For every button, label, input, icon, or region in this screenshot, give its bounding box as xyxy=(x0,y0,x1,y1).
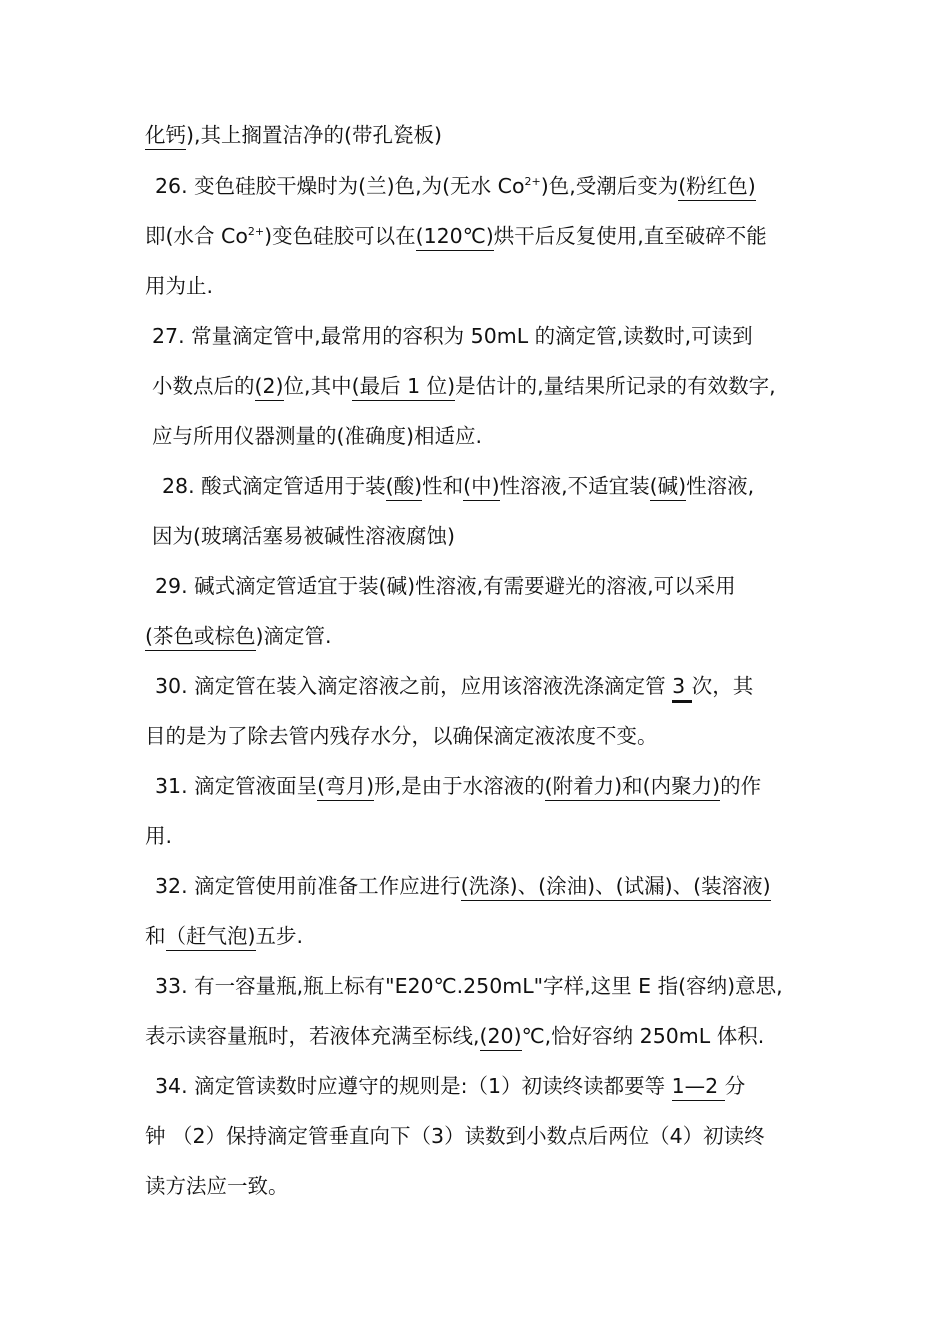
q25-text: ),其上搁置洁净的(带孔瓷板) xyxy=(186,123,443,147)
q34-text-b: 分 xyxy=(724,1074,746,1098)
q27-text-b: 位,其中 xyxy=(283,374,352,398)
q31-line-2: 用. xyxy=(145,824,173,848)
q26-text-e: 烘干后反复使用,直至破碎不能 xyxy=(493,224,767,248)
q33-text-b: ℃,恰好容纳 250mL 体积. xyxy=(521,1024,765,1048)
q28-line-1 xyxy=(162,471,754,501)
q26-sup: 2+ xyxy=(524,175,541,189)
q28-text-c: 性溶液,不适宜装 xyxy=(499,474,650,498)
q27-answer-digits: (2) xyxy=(255,374,284,401)
q29-line-1: 29. 碱式滴定管适宜于装(碱)性溶液,有需要避光的溶液,可以采用 xyxy=(155,574,736,598)
q33-answer-temp: (20) xyxy=(480,1024,522,1051)
q28-answer-acid: (酸) xyxy=(386,474,423,501)
q32-answer-steps: (洗涤)、(涂油)、(试漏)、(装溶液) xyxy=(461,874,771,901)
q29-line-2 xyxy=(145,621,332,651)
q31-answer-forces: (附着力)和(内聚力) xyxy=(545,774,721,801)
q31-line-1 xyxy=(155,771,761,801)
q26-line-2 xyxy=(145,221,767,251)
q27-line-2 xyxy=(152,371,776,401)
q29-text: )滴定管. xyxy=(255,624,332,648)
q28-line-2: 因为(玻璃活塞易被碱性溶液腐蚀) xyxy=(152,524,455,548)
q27-line-3: 应与所用仪器测量的(准确度)相适应. xyxy=(152,424,483,448)
q30-line-1 xyxy=(155,671,753,701)
q30-text-a: 30. 滴定管在装入滴定溶液之前，应用该溶液洗涤滴定管 xyxy=(155,674,673,698)
q34-line-2: 钟 （2）保持滴定管垂直向下（3）读数到小数点后两位（4）初读终 xyxy=(145,1124,765,1148)
q31-text-a: 31. 滴定管液面呈 xyxy=(155,774,318,798)
q28-text-b: 性和 xyxy=(422,474,464,498)
q30-line-2: 目的是为了除去管内残存水分，以确保滴定液浓度不变。 xyxy=(145,724,658,748)
q34-answer-minutes: 1—2 xyxy=(672,1074,725,1101)
q33-text-a: 表示读容量瓶时，若液体充满至标线, xyxy=(145,1024,480,1048)
q30-answer-times: 3 xyxy=(672,674,692,703)
q32-text-b: 和 xyxy=(145,924,166,948)
q31-text-c: 的作 xyxy=(720,774,762,798)
q28-text-a: 28. 酸式滴定管适用于装 xyxy=(162,474,386,498)
q34-line-1 xyxy=(155,1071,745,1101)
q27-line-1: 27. 常量滴定管中,最常用的容积为 50mL 的滴定管,读数时,可读到 xyxy=(152,324,753,348)
q25-answer-underline: 化钙 xyxy=(145,123,186,150)
q26-line-1 xyxy=(155,171,756,201)
q31-answer-meniscus: (弯月) xyxy=(317,774,374,801)
q26-answer-temp: (120℃) xyxy=(416,224,494,251)
q32-text-c: 五步. xyxy=(255,924,304,948)
q26-sup-2: 2+ xyxy=(247,225,265,239)
q32-answer-bubbles: （赶气泡) xyxy=(166,924,256,951)
q31-text-b: 形,是由于水溶液的 xyxy=(374,774,545,798)
q30-text-b: 次，其 xyxy=(691,674,754,698)
q33-line-1: 33. 有一容量瓶,瓶上标有"E20℃.250mL"字样,这里 E 指(容纳)意思, xyxy=(155,974,783,998)
q27-text-a: 小数点后的 xyxy=(152,374,255,398)
q28-answer-base: (碱) xyxy=(650,474,687,501)
q34-text-a: 34. 滴定管读数时应遵守的规则是:（1）初读终读都要等 xyxy=(155,1074,672,1098)
q26-text-b: )色,受潮后变为 xyxy=(540,174,679,198)
q32-text-a: 32. 滴定管使用前准备工作应进行 xyxy=(155,874,461,898)
q32-line-2 xyxy=(145,921,303,951)
q26-text-c: 即(水合 Co xyxy=(145,224,248,248)
q26-line-3: 用为止. xyxy=(145,274,214,298)
q26-answer-pink: (粉红色) xyxy=(678,174,756,201)
q27-answer-last: (最后 1 位) xyxy=(352,374,456,401)
q29-answer-color: (茶色或棕色 xyxy=(145,624,256,651)
q28-answer-neutral: (中) xyxy=(463,474,500,501)
q27-text-c: 是估计的,量结果所记录的有效数字, xyxy=(455,374,776,398)
q34-line-3: 读方法应一致。 xyxy=(145,1174,289,1198)
q26-text-a: 26. 变色硅胶干燥时为(兰)色,为(无水 Co xyxy=(155,174,525,198)
q28-text-d: 性溶液, xyxy=(686,474,755,498)
q33-line-2 xyxy=(145,1021,764,1051)
q26-text-d: )变色硅胶可以在 xyxy=(264,224,416,248)
q32-line-1 xyxy=(155,871,771,901)
q25-line-1 xyxy=(145,120,442,150)
